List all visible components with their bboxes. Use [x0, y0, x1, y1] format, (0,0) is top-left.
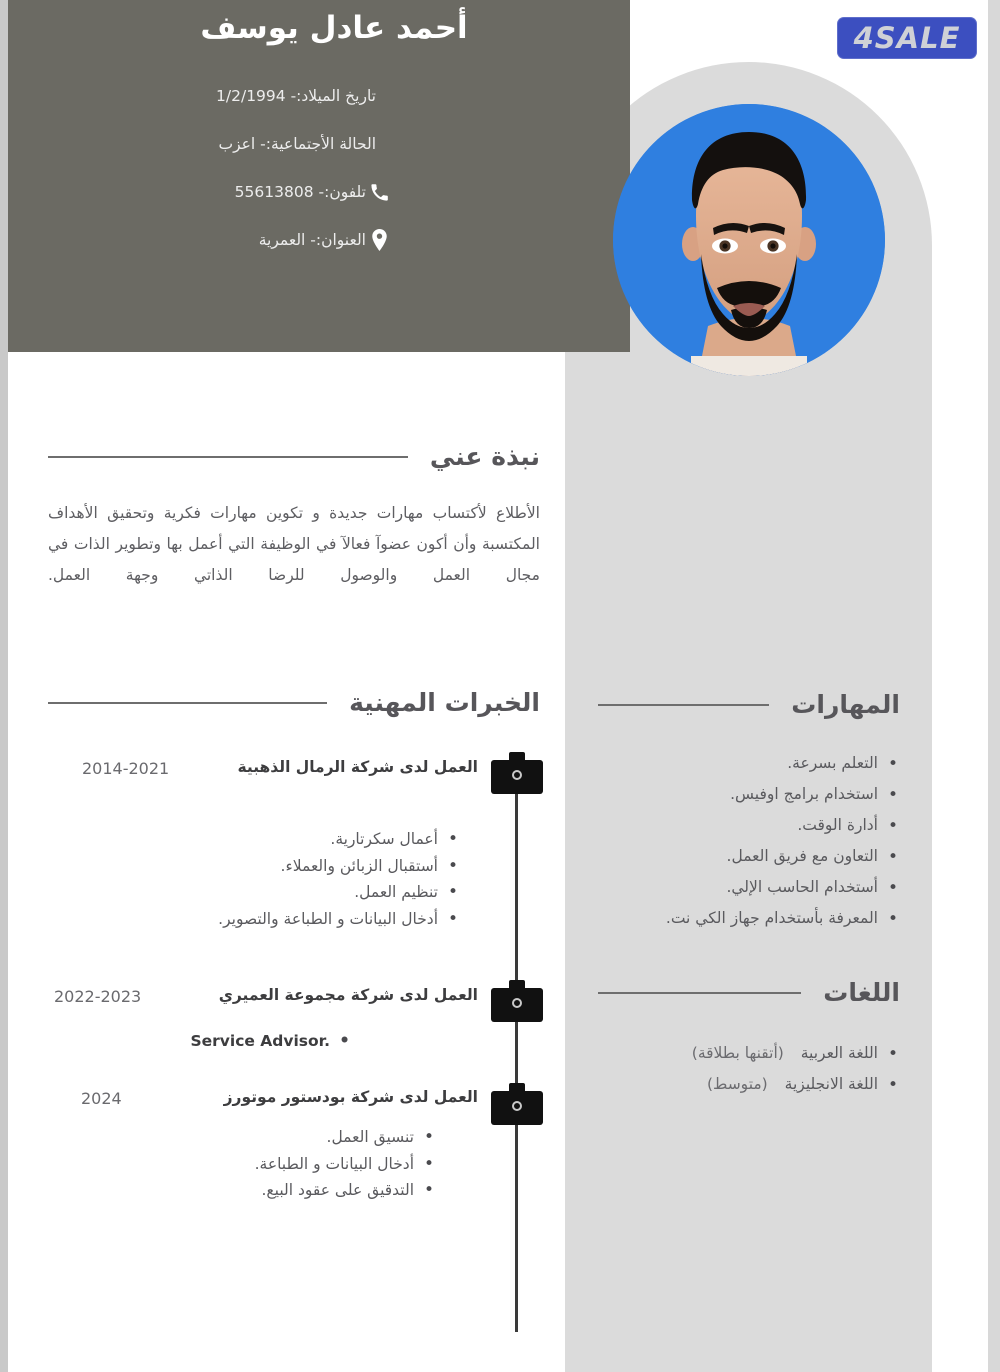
birthdate-text: تاريخ الميلاد:- 1/2/1994: [216, 87, 376, 105]
skills-heading-rule: [598, 704, 769, 706]
experience-heading: [48, 688, 540, 717]
address-text: العنوان:- العمرية: [258, 231, 366, 249]
page-edge-right: [988, 0, 1000, 1372]
languages-heading-label: اللغات: [823, 978, 900, 1007]
skills-heading-label: المهارات: [791, 690, 900, 719]
language-level: (متوسط): [706, 1075, 768, 1093]
list-item: • التعلم بسرعة.: [598, 748, 900, 779]
page-edge-left: [0, 0, 8, 1372]
timeline-line: [515, 780, 518, 1332]
about-body: الأطلاع لأكتساب مهارات جديدة و تكوين مهارات فكرية وتحقيق الأهداف المكتسبة وأن أكون عضوآ فعالآ في الوظيفة التي أعمل بها وتطوير الذات في مجال العمل والوصول للرضا الذاتي وجهة العمل.: [48, 504, 540, 584]
avatar: [613, 104, 885, 376]
job-bullets: [190, 1028, 350, 1055]
briefcase-icon: [491, 1083, 543, 1125]
header-band: [8, 0, 630, 352]
list-item: • تنسيق العمل.: [255, 1124, 434, 1151]
phone-row[interactable]: [30, 168, 630, 216]
languages-heading: [598, 978, 900, 1007]
job-date: 2022-2023: [54, 987, 142, 1006]
address-row: [30, 216, 630, 264]
page-title: أحمد عادل يوسف: [200, 10, 468, 46]
list-item: [598, 1038, 900, 1069]
experience-heading-rule: [48, 702, 327, 704]
job-title: العمل لدى شركة بودستور موتورز: [223, 1088, 478, 1106]
about-heading-rule: [48, 456, 408, 458]
briefcase-icon: [491, 980, 543, 1022]
list-item: • أدارة الوقت.: [598, 810, 900, 841]
experience-item: [48, 758, 478, 948]
phone-icon: [366, 183, 392, 202]
experience-heading-label: الخبرات المهنية: [349, 688, 540, 717]
list-item: • التدقيق على عقود البيع.: [255, 1177, 434, 1204]
job-date: 2014-2021: [82, 759, 170, 778]
job-date: 2024: [81, 1089, 122, 1108]
skills-heading: [598, 690, 900, 719]
language-level: (أتقنها بطلاقة): [691, 1044, 784, 1062]
language-name: اللغة العربية: [800, 1044, 878, 1062]
list-item: • أدخال البيانات و الطباعة والتصوير.: [218, 906, 458, 933]
experience-item: [48, 1088, 478, 1248]
about-heading-label: نبذة عني: [429, 442, 540, 471]
list-item: • أعمال سكرتارية.: [218, 826, 458, 853]
job-title: العمل لدى شركة مجموعة العميري: [218, 986, 478, 1004]
marital-status-row: [30, 120, 630, 168]
list-item: • أستخدام الحاسب الإلي.: [598, 872, 900, 903]
skills-list: [598, 748, 900, 934]
list-item: • المعرفة بأستخدام جهاز الكي نت.: [598, 903, 900, 934]
phone-text: تلفون:- 55613808: [234, 183, 366, 201]
experience-item: [48, 986, 478, 1076]
job-bullets: [255, 1124, 434, 1204]
list-item: • أستقبال الزبائن والعملاء.: [218, 853, 458, 880]
languages-list: [598, 1038, 900, 1100]
language-name: اللغة الانجليزية: [784, 1075, 878, 1093]
list-item: [598, 1069, 900, 1100]
avatar-illustration: [613, 104, 885, 376]
list-item: • تنظيم العمل.: [218, 879, 458, 906]
marital-status-text: الحالة الأجتماعية:- اعزب: [218, 135, 376, 153]
job-title: العمل لدى شركة الرمال الذهبية: [237, 758, 478, 776]
brand-badge-label: 4SALE: [853, 21, 961, 55]
birthdate-row: [30, 72, 630, 120]
list-item: • استخدام برامج اوفيس.: [598, 779, 900, 810]
list-item: • التعاون مع فريق العمل.: [598, 841, 900, 872]
briefcase-icon: [491, 752, 543, 794]
list-item: • أدخال البيانات و الطباعة.: [255, 1151, 434, 1178]
languages-heading-rule: [598, 992, 801, 994]
location-pin-icon: [366, 229, 392, 251]
list-item: • Service Advisor.: [190, 1028, 350, 1055]
about-heading: [48, 442, 540, 471]
job-bullets: [218, 826, 458, 933]
brand-badge[interactable]: [837, 17, 977, 59]
contact-block: [30, 72, 630, 264]
